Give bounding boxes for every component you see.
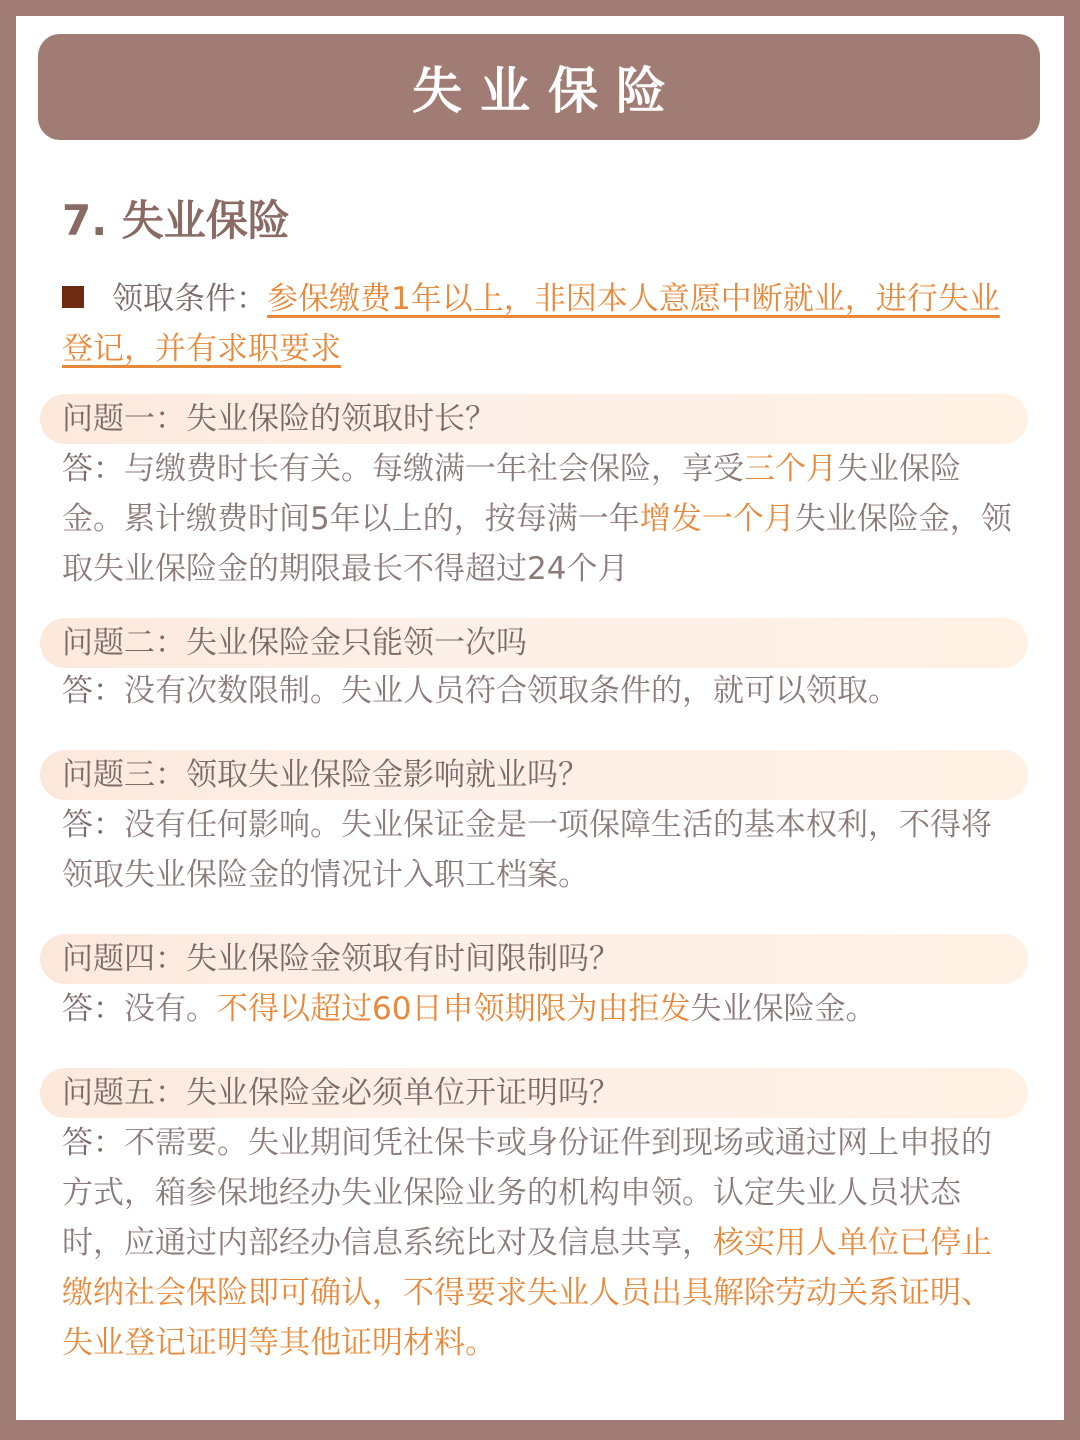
- content-card: [16, 16, 1064, 1420]
- question-text: 问题二：失业保险金只能领一次吗: [62, 625, 527, 661]
- answer-highlight: 三个月: [744, 451, 837, 487]
- question-text: 问题五：失业保险金必须单位开证明吗？: [62, 1075, 620, 1111]
- condition-label: 领取条件：: [112, 281, 267, 317]
- answer-prefix: 答：: [62, 807, 124, 843]
- answer-text: 失业保险金。: [690, 991, 877, 1027]
- answer-5: [62, 1118, 1022, 1368]
- question-banner-5: [40, 1068, 1028, 1118]
- answer-3: [62, 800, 1022, 900]
- question-banner-2: [40, 618, 1028, 668]
- answer-1: [62, 444, 1022, 594]
- answer-highlight: 增发一个月: [639, 501, 795, 537]
- answer-2: [62, 666, 1022, 716]
- answer-highlight: 核实用人单位已停止缴纳社会保险即可确认，不得要求失业人员出具解除劳动关系证明、失业登记证明等其他证明材料。: [62, 1225, 992, 1361]
- page-title: 失业保险: [412, 62, 684, 120]
- answer-text: 失业保险金。累计缴费时间5年以上的，按每满一年: [62, 451, 961, 537]
- answer-prefix: 答：: [62, 1125, 124, 1161]
- answer-4: [62, 984, 1022, 1034]
- question-text: 问题三：领取失业保险金影响就业吗？: [62, 757, 589, 793]
- square-bullet-icon: [62, 286, 84, 308]
- question-banner-4: [40, 934, 1028, 984]
- question-banner-3: [40, 750, 1028, 800]
- answer-prefix: 答：: [62, 991, 124, 1027]
- condition-block: [62, 274, 1022, 374]
- answer-text: 没有任何影响。失业保证金是一项保障生活的基本权利，不得将领取失业保险金的情况计入职工档案。: [62, 807, 992, 893]
- question-text: 问题一：失业保险的领取时长？: [62, 401, 496, 437]
- answer-prefix: 答：: [62, 673, 124, 709]
- answer-text: 没有。: [124, 991, 217, 1027]
- answer-text: 不需要。失业期间凭社保卡或身份证件到现场或通过网上申报的方式，箱参保地经办失业保险业务的机构申领。认定失业人员状态时，应通过内部经办信息系统比对及信息共享，: [62, 1125, 992, 1261]
- section-title: 7. 失业保险: [62, 196, 290, 245]
- header-banner: [38, 34, 1040, 140]
- answer-text: 没有次数限制。失业人员符合领取条件的，就可以领取。: [124, 673, 899, 709]
- answer-highlight: 不得以超过60日申领期限为由拒发: [217, 991, 691, 1027]
- answer-text: 与缴费时长有关。每缴满一年社会保险，享受: [124, 451, 744, 487]
- condition-text: 参保缴费1年以上，非因本人意愿中断就业，进行失业登记，并有求职要求: [62, 281, 1000, 367]
- answer-text: 失业保险金，领取失业保险金的期限最长不得超过24个月: [62, 501, 1012, 587]
- question-text: 问题四：失业保险金领取有时间限制吗？: [62, 941, 620, 977]
- answer-prefix: 答：: [62, 451, 124, 487]
- question-banner-1: [40, 394, 1028, 444]
